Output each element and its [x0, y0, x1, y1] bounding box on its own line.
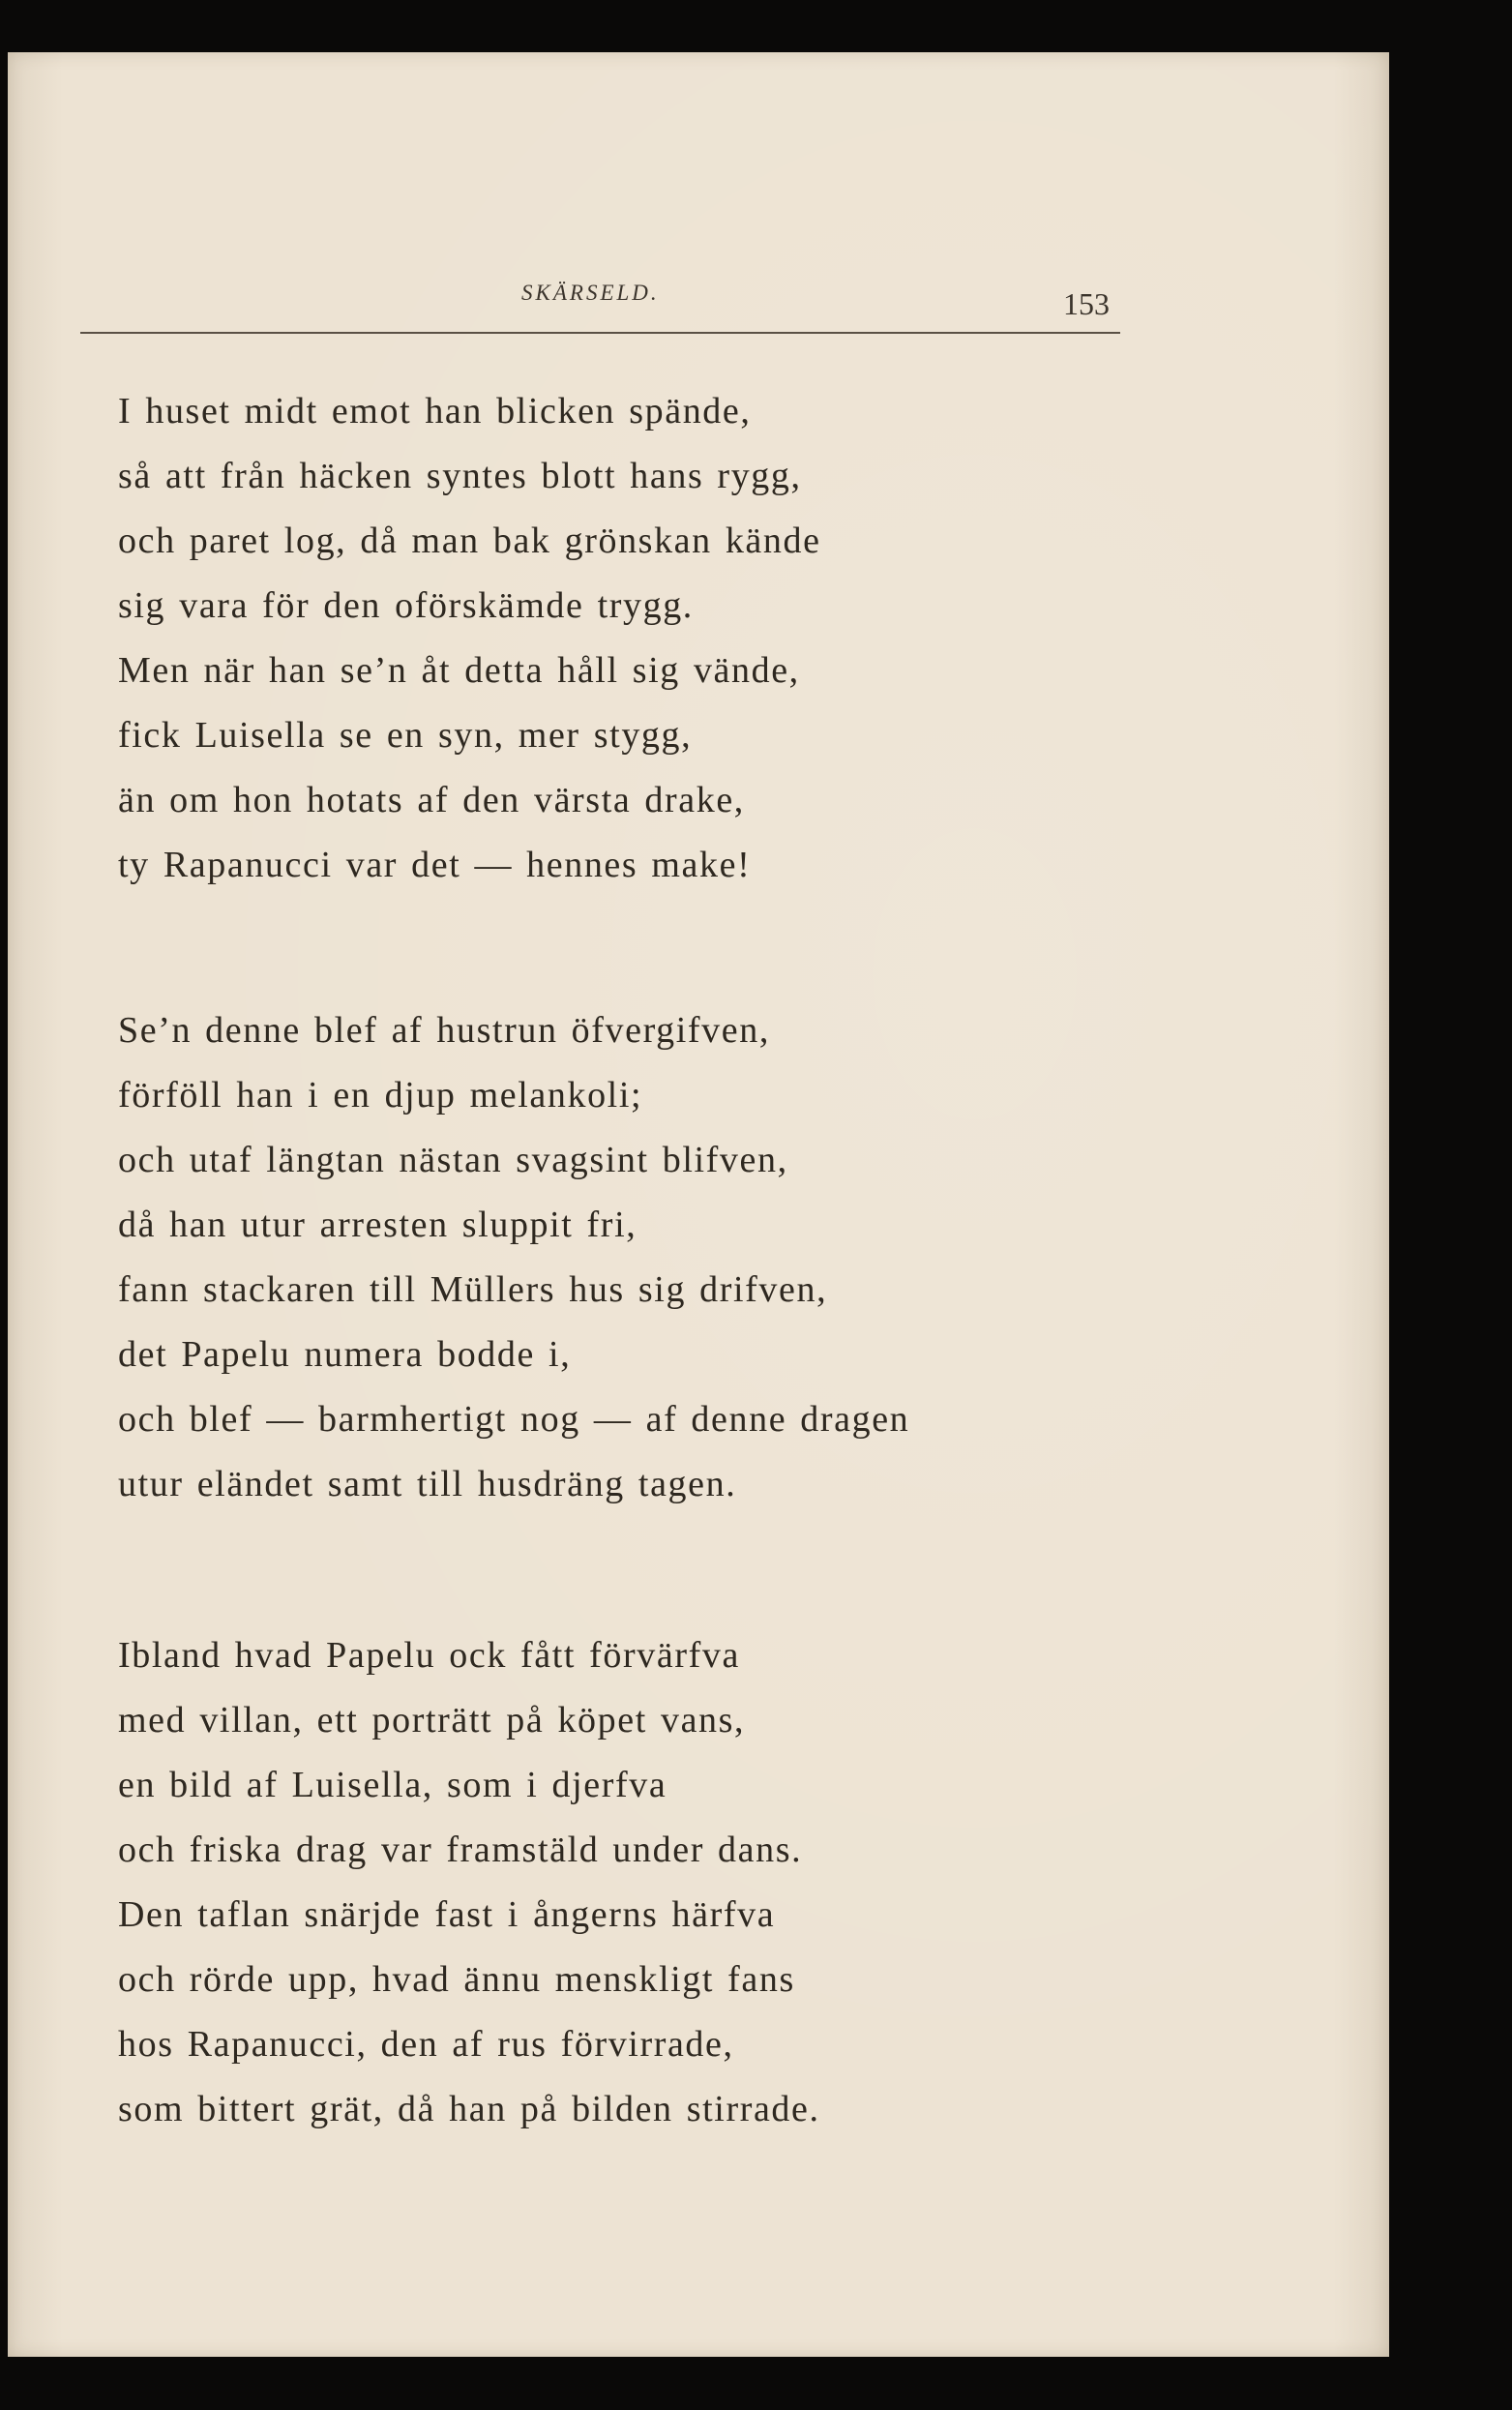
verse-line: och paret log, då man bak grönskan kände [118, 521, 821, 561]
stanza [118, 1623, 820, 2142]
verse-line: I huset midt emot han blicken spände, [118, 391, 752, 431]
verse-line: förföll han i en djup melankoli; [118, 1075, 643, 1116]
verse-line: som bittert grät, då han på bilden stirrade. [118, 2089, 820, 2129]
verse-line: en bild af Luisella, som i djerfva [118, 1765, 667, 1805]
stanza [118, 998, 909, 1517]
verse-line: då han utur arresten sluppit fri, [118, 1205, 637, 1245]
page-number: 153 [1063, 286, 1110, 321]
page-header [80, 234, 1120, 341]
verse-line: Men när han se’n åt detta håll sig vände, [118, 650, 800, 691]
verse-line: fick Luisella se en syn, mer stygg, [118, 715, 693, 756]
running-title: SKÄRSELD. [521, 281, 660, 305]
verse-line: Ibland hvad Papelu ock fått förvärfva [118, 1635, 740, 1676]
verse-line: med villan, ett porträtt på köpet vans, [118, 1700, 746, 1741]
verse-line: hos Rapanucci, den af rus förvirrade, [118, 2024, 734, 2065]
verse-line: så att från häcken syntes blott hans rygg, [118, 456, 802, 496]
verse-line: och blef — barmhertigt nog — af denne dragen [118, 1399, 910, 1440]
header-rule [80, 332, 1120, 334]
verse-line: utur eländet samt till husdräng tagen. [118, 1464, 737, 1504]
verse-line: ty Rapanucci var det — hennes make! [118, 845, 752, 885]
verse-line: än om hon hotats af den värsta drake, [118, 780, 745, 820]
verse-line: Se’n denne blef af hustrun öfvergifven, [118, 1010, 770, 1051]
verse-line: det Papelu numera bodde i, [118, 1334, 572, 1375]
verse-line: fann stackaren till Müllers hus sig drifven, [118, 1269, 828, 1310]
verse-line: och utaf längtan nästan svagsint blifven, [118, 1140, 788, 1180]
verse-line: sig vara för den oförskämde trygg. [118, 585, 694, 626]
verse-line: och rörde upp, hvad ännu menskligt fans [118, 1959, 795, 2000]
book-page [8, 52, 1389, 2357]
stanza [118, 379, 821, 898]
verse-line: och friska drag var framstäld under dans. [118, 1830, 803, 1870]
verse-line: Den taflan snärjde fast i ångerns härfva [118, 1894, 776, 1935]
